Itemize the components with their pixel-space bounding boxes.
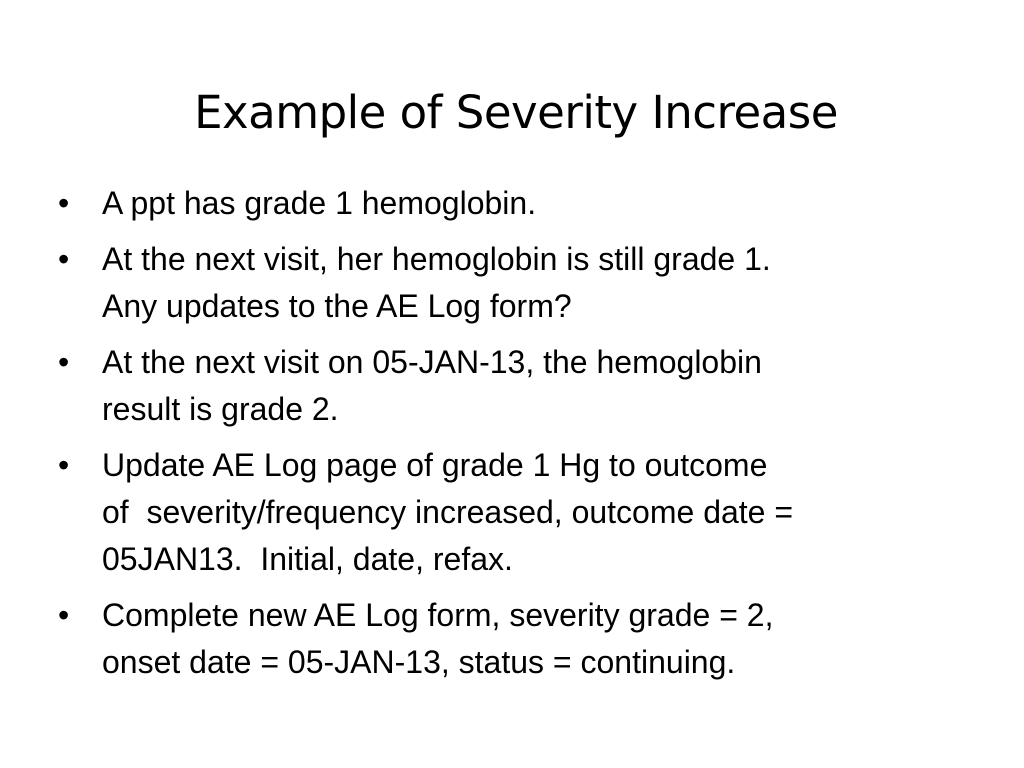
bullet-dot-icon: •: [58, 597, 70, 633]
bullet-line: 05JAN13. Initial, date, refax.: [102, 541, 513, 577]
bullet-line: At the next visit on 05-JAN-13, the hemoglobin: [102, 344, 762, 380]
bullet-line: At the next visit, her hemoglobin is still grade 1.: [102, 241, 771, 277]
bullet-line: of severity/frequency increased, outcome date =: [102, 494, 794, 530]
bullet-dot-icon: •: [58, 447, 70, 483]
bullet-line: result is grade 2.: [102, 391, 339, 427]
bullet-item: [58, 442, 978, 583]
bullet-list: [58, 180, 978, 695]
bullet-dot-icon: •: [58, 185, 70, 221]
bullet-line: onset date = 05-JAN-13, status = continuing.: [102, 644, 736, 680]
bullet-item: [58, 339, 978, 433]
bullet-line: A ppt has grade 1 hemoglobin.: [102, 185, 537, 221]
bullet-dot-icon: •: [58, 344, 70, 380]
bullet-item: [58, 236, 978, 330]
bullet-line: Update AE Log page of grade 1 Hg to outcome: [102, 447, 768, 483]
slide-title: Example of Severity Increase: [194, 86, 838, 139]
bullet-item: [58, 592, 978, 686]
bullet-item: [58, 180, 978, 227]
bullet-line: Any updates to the AE Log form?: [102, 288, 572, 324]
bullet-dot-icon: •: [58, 241, 70, 277]
bullet-line: Complete new AE Log form, severity grade = 2,: [102, 597, 774, 633]
